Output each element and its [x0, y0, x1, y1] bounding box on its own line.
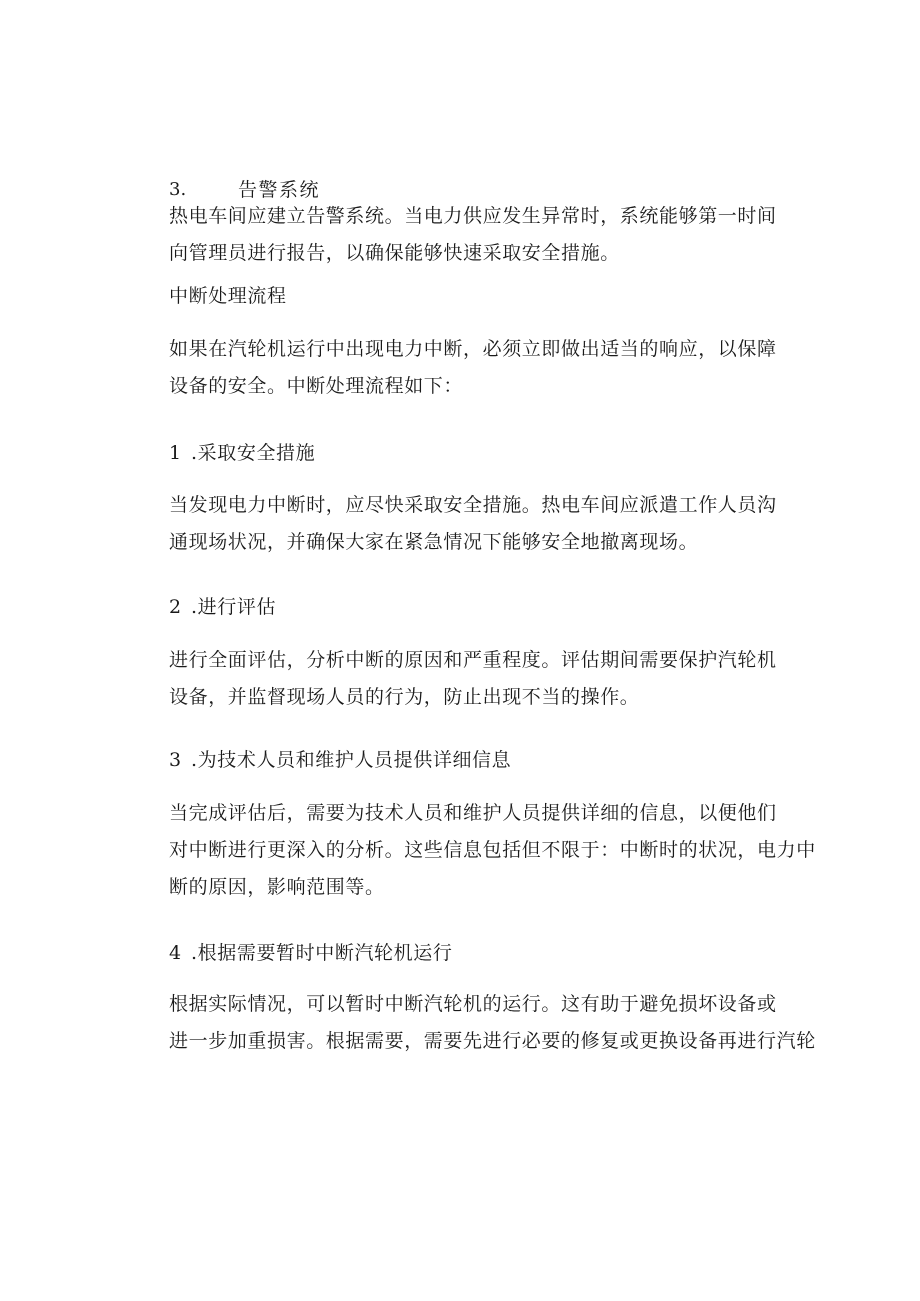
section-title: 告警系统 — [238, 179, 321, 201]
paragraph-line: 热电车间应建立告警系统。当电力供应发生异常时，系统能够第一时间 — [169, 205, 777, 227]
paragraph-line: 设备，并监督现场人员的行为，防止出现不当的操作。 — [169, 686, 640, 708]
step-title: .进行评估 — [191, 596, 277, 618]
paragraph-line: 如果在汽轮机运行中出现电力中断，必须立即做出适当的响应，以保障 — [169, 338, 777, 360]
paragraph-flow-intro — [169, 331, 791, 405]
step-heading — [169, 751, 791, 770]
step-number: 1 — [169, 442, 182, 464]
paragraph-line: 向管理员进行报告，以确保能够快速采取安全措施。 — [169, 242, 620, 264]
step-body — [169, 986, 816, 1060]
step-title: .采取安全措施 — [191, 442, 316, 464]
paragraph-line: 当发现电力中断时，应尽快采取安全措施。热电车间应派遣工作人员沟 — [169, 494, 777, 516]
paragraph-line: 当完成评估后，需要为技术人员和维护人员提供详细的信息，以便他们 — [169, 802, 777, 824]
step-number: 3 — [169, 749, 182, 771]
step-heading — [169, 598, 791, 617]
paragraph-line: 设备的安全。中断处理流程如下： — [169, 375, 464, 397]
step-body — [169, 487, 791, 561]
paragraph-alarm — [169, 198, 791, 272]
paragraph-line: 对中断进行更深入的分析。这些信息包括但不限于：中断时的状况，电力中 — [169, 839, 816, 861]
paragraph-line: 根据实际情况，可以暂时中断汽轮机的运行。这有助于避免损坏设备或 — [169, 993, 777, 1015]
step-heading — [169, 944, 791, 963]
paragraph-line: 断的原因，影响范围等。 — [169, 876, 385, 898]
step-number: 4 — [169, 942, 182, 964]
section-number: 3. — [169, 179, 187, 200]
step-body — [169, 642, 791, 716]
step-body — [169, 795, 816, 906]
step-title: .为技术人员和维护人员提供详细信息 — [191, 749, 512, 771]
step-number: 2 — [169, 596, 182, 618]
paragraph-line: 进行全面评估，分析中断的原因和严重程度。评估期间需要保护汽轮机 — [169, 649, 777, 671]
step-title: .根据需要暂时中断汽轮机运行 — [191, 942, 453, 964]
flow-heading: 中断处理流程 — [169, 285, 287, 307]
step-heading — [169, 444, 791, 463]
paragraph-line: 通现场状况，并确保大家在紧急情况下能够安全地撤离现场。 — [169, 531, 699, 553]
paragraph-line: 进一步加重损害。根据需要，需要先进行必要的修复或更换设备再进行汽轮 — [169, 1030, 816, 1052]
